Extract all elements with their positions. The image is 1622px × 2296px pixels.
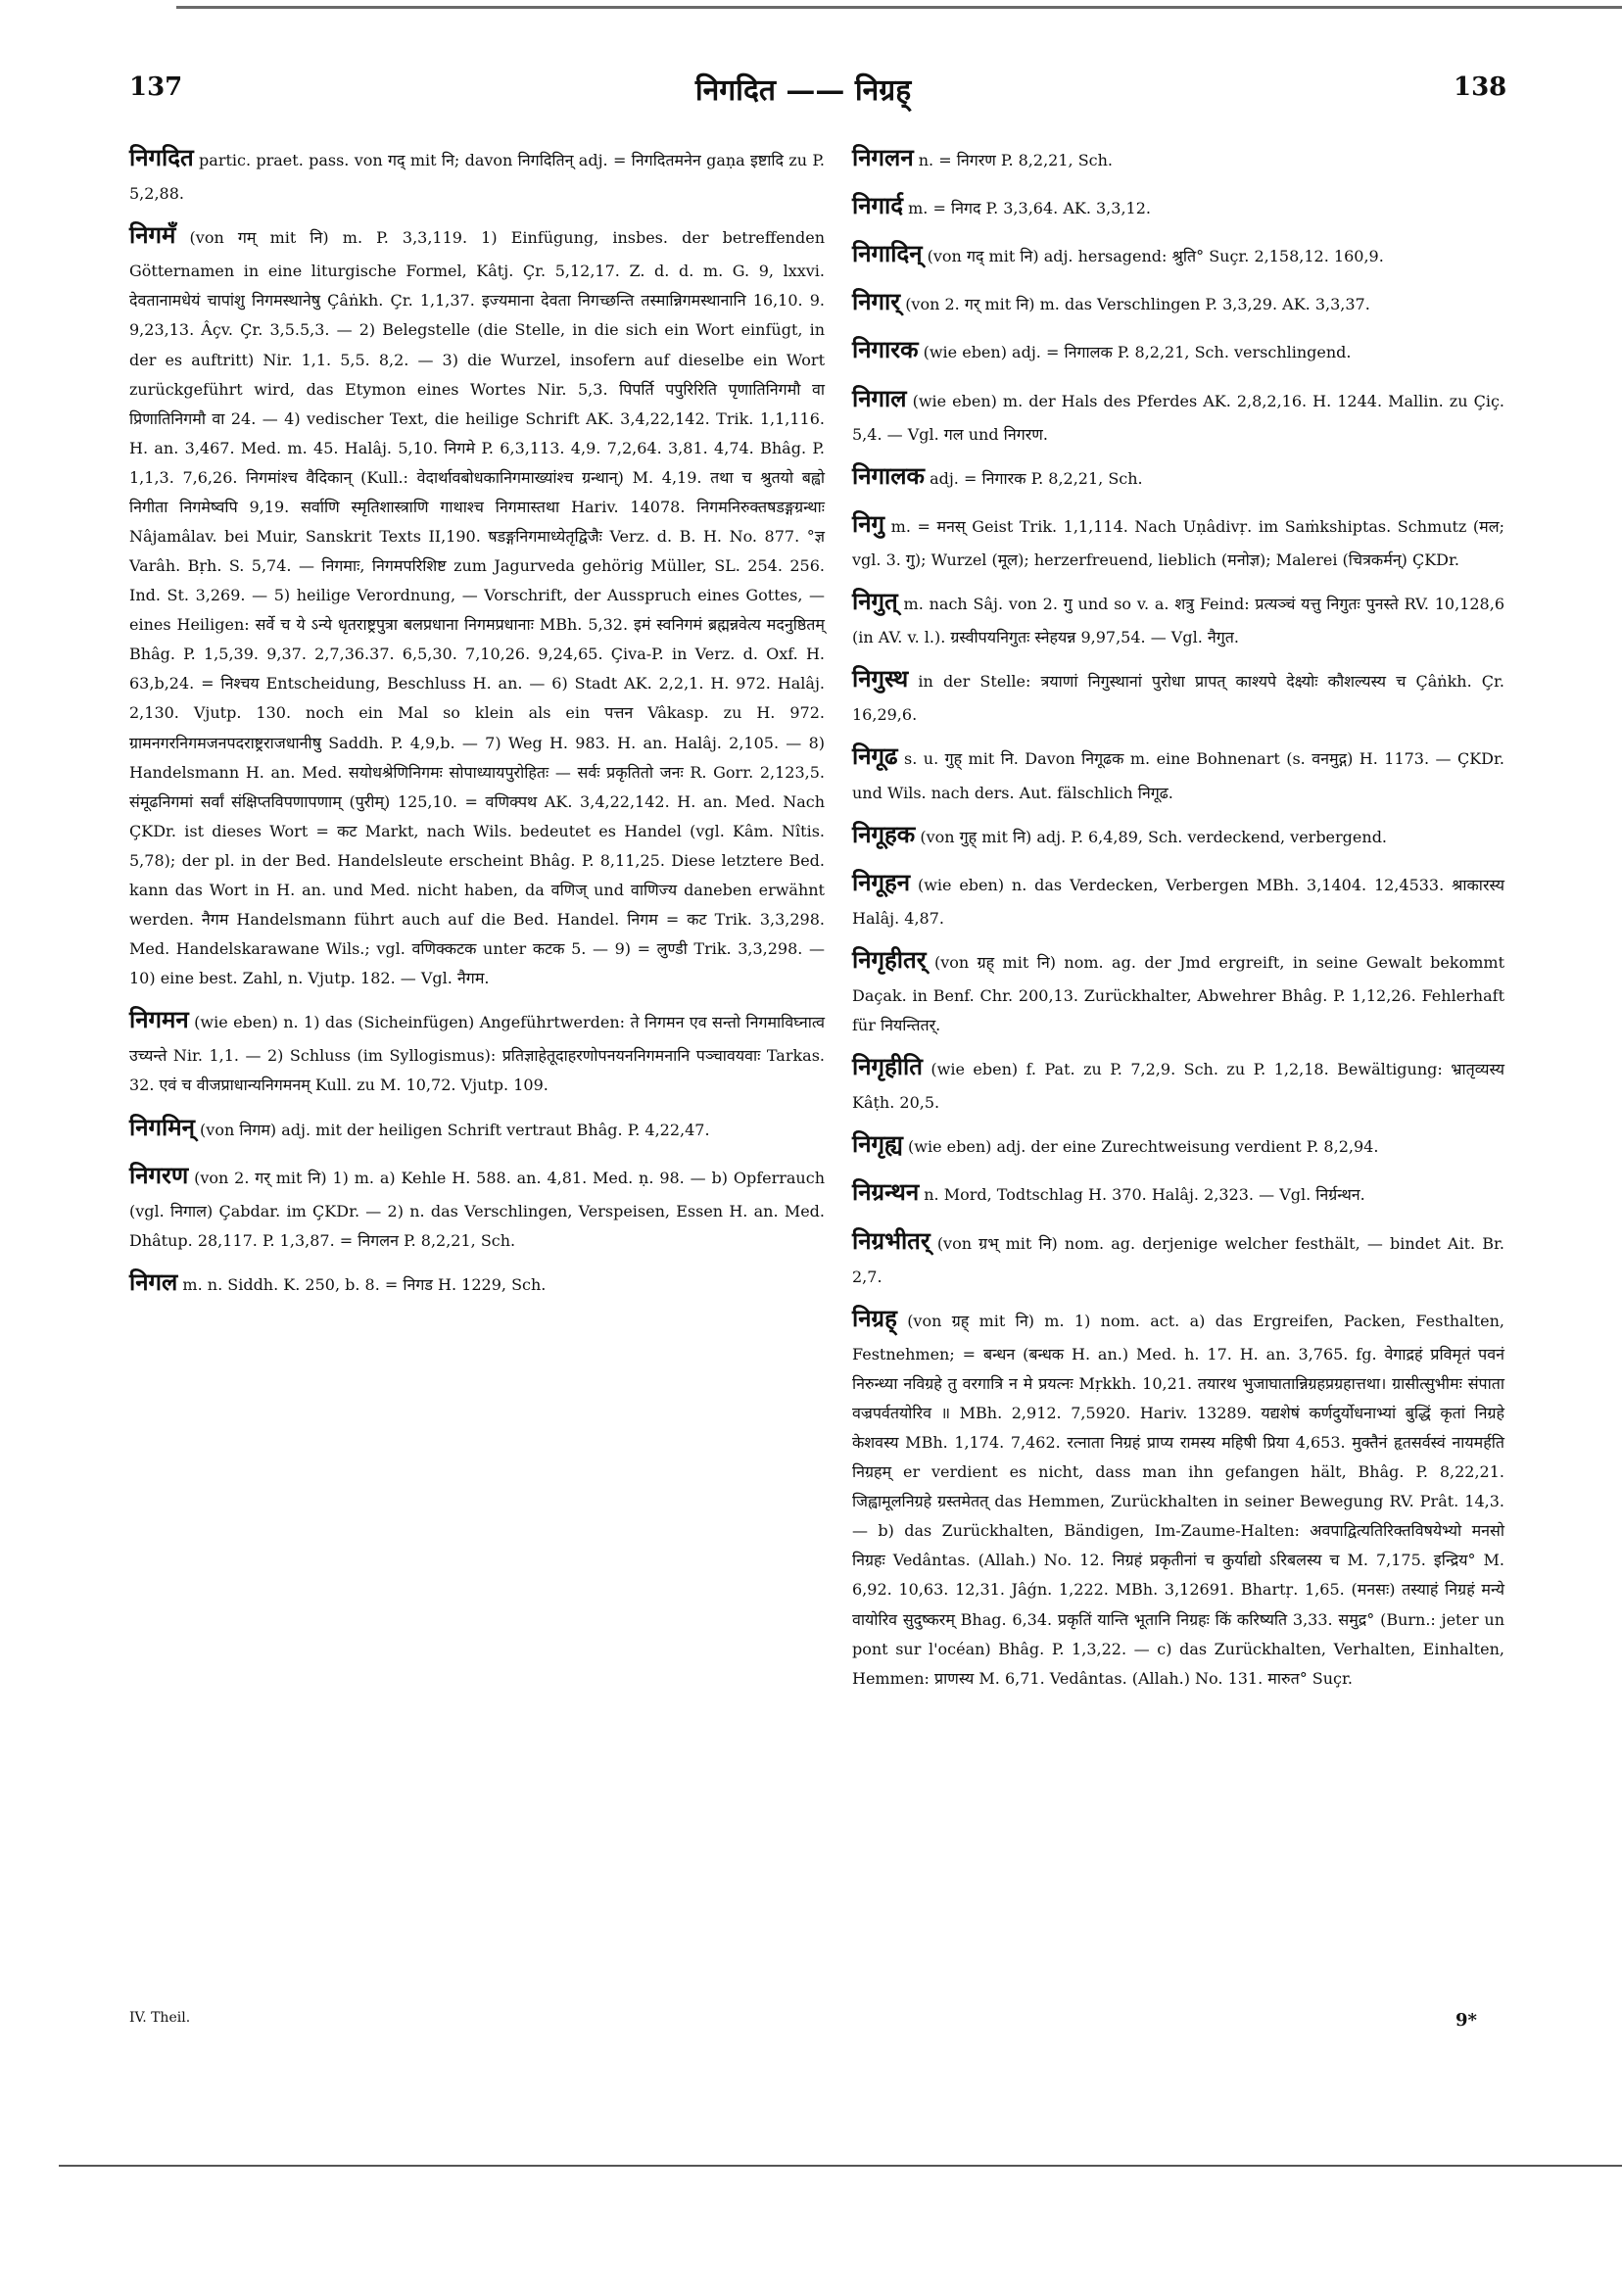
entry-headword: निगारक <box>852 335 919 364</box>
entry-headword: निगादिन् <box>852 239 923 268</box>
dictionary-entry <box>852 656 1504 730</box>
entry-headword: निग्रह् <box>852 1303 897 1332</box>
dictionary-entry <box>852 454 1504 498</box>
entry-headword: निग्रभीतर् <box>852 1225 930 1255</box>
entry-text: (wie eben) n. 1) das (Sicheinfügen) Angeführtwerden: ते निगमन एव सन्तो निगमाविघ्नात्व उच्यन्ते Nir. 1,1. — 2) Schluss (im Syllogismus): प्रतिज्ञाहेतूदाहरणोपनयननिगमनानि पञ्चावयवाः Tarkas. 32. एवं च वीजप्राधान्यनिगमनम् Kull. zu M. 10,72. Vjutp. 109. <box>129 1013 825 1095</box>
top-rule <box>176 6 1622 9</box>
right-column <box>852 135 1504 1698</box>
dictionary-entry <box>852 734 1504 807</box>
entry-headword: निगार् <box>852 287 901 316</box>
footer-mark: 9* <box>1455 2010 1477 2031</box>
entry-headword: निगमन <box>129 1005 189 1034</box>
dictionary-entry <box>852 1044 1504 1118</box>
bottom-rule <box>59 2165 1622 2167</box>
entry-headword: निगु <box>852 508 885 538</box>
signature-mark: IV. Theil. <box>129 2010 191 2026</box>
entry-text: (wie eben) n. das Verdecken, Verbergen MBh. 3,1404. 12,4533. श्राकारस्य Halâj. 4,87. <box>852 875 1504 928</box>
entry-text: (von ग्रह् mit नि) m. 1) nom. act. a) das Ergreifen, Packen, Festhalten, Festnehmen; = बन्धन (बन्धक H. an.) Med. h. 17. H. an. 3,765. fg. वेगाद्रहं प्रविमृतं पवनं निरुन्ध्या नविग्रहे तु वरगात्रि न मे प्रयत्नः Mṛkkh. 10,21. तयारथ भुजाघातान्निग्रहप्रग्रहात्तथा। ग्रासीत्सुभीमः संपाता वज्रपर्वतयोरिव ॥ MBh. 2,912. 7,5920. Hariv. 13289. यद्यशेषं कर्णदुर्योधनाभ्यां बुद्धिं कृतां निग्रहे केशवस्य MBh. 1,174. 7,462. रत्नाता निग्रहं प्राप्य रामस्य महिषी प्रिया 4,653. मुक्तैनं हृतसर्वस्वं नायमर्हति निग्रहम् er verdient es nicht, dass man ihn gefangen hält, Bhâg. P. 8,22,21. जिह्वामूलनिग्रहे ग्रस्तमेतत् das Hemmen, Zurückhalten in seiner Bewegung RV. Prât. 14,3. — b) das Zurückhalten, Bändigen, Im-Zaume-Halten: अवपाद्वित्यतिरिक्तविषयेभ्यो मनसो निग्रहः Vedântas. (Allah.) No. 12. निग्रहं प्रकृतीनां च कुर्याद्यो ऽरिबलस्य च M. 7,175. इन्द्रिय° M. 6,92. 10,63. 12,31. Jâǵn. 1,222. MBh. 3,12691. Bhartṛ. 1,65. (मनसः) तस्याहं निग्रहं मन्ये वायोरिव सुदुष्करम् Bhag. 6,34. प्रकृतिं यान्ति भूतानि निग्रहः किं करिष्यति 3,33. समुद्र° (Burn.: jeter un pont sur l'océan) Bhâg. P. 1,3,22. — c) das Zurückhalten, Verhalten, Einhalten, Hemmen: प्राणस्य M. 6,71. Vedântas. (Allah.) No. 131. मारुत° Suçr. <box>852 1311 1504 1688</box>
entry-headword: निगृह्य <box>852 1129 903 1159</box>
entry-text: (von गुह् mit नि) adj. P. 6,4,89, Sch. verdeckend, verbergend. <box>920 827 1388 846</box>
entry-text: (wie eben) adj. = निगालक P. 8,2,21, Sch. verschlingend. <box>923 343 1352 362</box>
dictionary-entry <box>129 213 825 993</box>
entry-text: (von गम् mit नि) m. P. 3,3,119. 1) Einfügung, insbes. der betreffenden Götternamen in eine liturgische Formel, Kâtj. Çr. 5,12,17. Z. d. d. m. G. 9, lxxvi. देवतानामधेयं चापांशु निगमस्थानेषु Çâṅkh. Çr. 1,1,37. इज्यमाना देवता निगच्छन्ति तस्मान्निगमस्थानानि 16,10. 9. 9,23,13. Âçv. Çr. 3,5.5,3. — 2) Belegstelle (die Stelle, in die sich ein Wort einfügt, in der es auftritt) Nir. 1,1. 5,5. 8,2. — 3) die Wurzel, insofern auf dieselbe ein Wort zurückgeführt wird, das Etymon eines Wortes Nir. 5,3. पिपर्ति पपुरिरिति पृणातिनिगमौ वा प्रिणातिनिगमौ वा 24. — 4) vedischer Text, die heilige Schrift AK. 3,4,22,142. Trik. 1,1,116. H. an. 3,467. Med. m. 45. Halâj. 5,10. निगमे P. 6,3,113. 4,9. 7,2,64. 3,81. 4,74. Bhâg. P. 1,1,3. 7,6,26. निगमांश्च वैदिकान् (Kull.: वेदार्थावबोधकानिगमाख्यांश्च ग्रन्थान्) M. 4,19. तथा च श्रुतयो बह्वो निगीता निगमेष्वपि 9,19. सर्वाणि स्मृतिशास्त्राणि गाथाश्च निगमास्तथा Hariv. 14078. निगमनिरुक्तषडङ्गग्रन्थाः Nâjamâlav. bei Muir, Sanskrit Texts II,190. षडङ्गनिगमाध्येतृद्विजैः Verz. d. B. H. No. 877. °ज्ञ Varâh. Bṛh. S. 5,74. — निगमाः, निगमपरिशिष्ट zum Jagurveda gehörig Müller, SL. 254. 256. Ind. St. 3,269. — 5) heilige Verordnung, — Vorschrift, der Ausspruch eines Gottes, — eines Heiligen: सर्वे च ये ऽन्ये धृतराष्ट्रपुत्रा बलप्रधाना निगमप्रधानाः MBh. 5,32. इमं स्वनिगमं ब्रह्मन्नवेत्य मदनुष्ठितम् Bhâg. P. 1,5,39. 9,37. 2,7,36.37. 6,5,30. 7,10,26. 9,24,65. Çiva-P. in Verz. d. Oxf. H. 63,b,24. = निश्चय Entscheidung, Beschluss H. an. — 6) Stadt AK. 2,2,1. H. 972. Halâj. 2,130. Vjutp. 130. noch ein Mal so klein als ein पत्तन Vâkasp. zu H. 972. ग्रामनगरनिगमजनपदराष्ट्रराजधानीषु Saddh. P. 4,9,b. — 7) Weg H. 983. H. an. Halâj. 2,105. — 8) Handelsmann H. an. Med. सयोधश्रेणिनिगमः सोपाध्यायपुरोहितः — सर्वः प्रकृतितो जनः R. Gorr. 2,123,5. संमूढनिगमां सर्वां संक्षिप्तविपणापणाम् (पुरीम्) 125,10. = वणिक्पथ AK. 3,4,22,142. H. an. Med. Nach ÇKDr. ist dieses Wort = कट Markt, nach Wils. bedeutet es Handel (vgl. Kâm. Nîtis. 5,78); der pl. in der Bed. Handelsleute erscheint Bhâg. P. 8,11,25. Diese letztere Bed. kann das Wort in H. an. und Med. nicht haben, da वणिज् und वाणिज्य daneben erwähnt werden. नैगम Handelsmann führt auch auf die Bed. Handel. निगम = कट Trik. 3,3,298. Med. Handelskarawane Wils.; vgl. वणिक्कटक unter कटक 5. — 9) = लुण्डी Trik. 3,3,298. — 10) eine best. Zahl, n. Vjutp. 182. — Vgl. नैगम. <box>129 228 825 988</box>
entry-headword: निगुस्थ <box>852 664 909 694</box>
page-number-right: 138 <box>1454 72 1507 102</box>
dictionary-entry <box>852 376 1504 450</box>
entry-text: m. = मनस् Geist Trik. 1,1,114. Nach Uṇâdivṛ. im Saṁkshiptas. Schmutz (मल; vgl. 3. गु); Wurzel (मूल); herzerfreuend, lieblich (मनोज्ञ); Malerei (चित्रकर्मन्) ÇKDr. <box>852 516 1504 569</box>
entry-headword: निगुत् <box>852 587 898 616</box>
entry-headword: निगलन <box>852 143 914 171</box>
dictionary-entry <box>129 997 825 1100</box>
dictionary-entry <box>129 135 825 209</box>
entry-text: (von 2. गर् mit नि) m. das Verschlingen P. 3,3,29. AK. 3,3,37. <box>905 295 1370 314</box>
entry-text: (wie eben) f. Pat. zu P. 7,2,9. Sch. zu P. 1,2,18. Bewältigung: भ्रातृव्यस्य Kâṭh. 20,5. <box>852 1060 1504 1113</box>
dictionary-entry <box>852 1170 1504 1214</box>
dictionary-entry <box>852 183 1504 227</box>
dictionary-entry <box>852 1122 1504 1166</box>
entry-headword: निगरण <box>129 1160 189 1189</box>
entry-headword: निगल <box>129 1267 178 1296</box>
entry-headword: निगमँ <box>129 220 176 250</box>
entry-headword: निगूढ <box>852 741 898 771</box>
left-column <box>129 135 825 1308</box>
entry-text: (von 2. गर् mit नि) 1) m. a) Kehle H. 588. an. 4,81. Med. ṇ. 98. — b) Opferrauch (vgl. निगाल) Çabdar. im ÇKDr. — 2) n. das Verschlingen, Verspeisen, Essen H. an. Med. Dhâtup. 28,117. P. 1,3,87. = निगलन P. 8,2,21, Sch. <box>129 1168 825 1250</box>
entry-headword: निगार्द <box>852 191 904 220</box>
entry-text: (von निगम) adj. mit der heiligen Schrift vertraut Bhâg. P. 4,22,47. <box>200 1120 710 1139</box>
entry-headword: निगमिन् <box>129 1112 195 1141</box>
dictionary-entry <box>852 812 1504 856</box>
entry-headword: निगृहीतर् <box>852 944 927 974</box>
entry-headword: निगालक <box>852 460 925 490</box>
entry-headword: निगदित <box>129 143 194 171</box>
dictionary-entry <box>852 1219 1504 1292</box>
dictionary-entry <box>852 135 1504 179</box>
entry-text: (wie eben) m. der Hals des Pferdes AK. 2,8,2,16. H. 1244. Mallin. zu Çiç. 5,4. — Vgl. गल und निगरण. <box>852 391 1504 444</box>
entry-text: in der Stelle: त्रयाणां निगुस्थानां पुरोधा प्रापत् काश्यपे देक्ष्योः कौशल्यस्य च Çâṅkh. Çr. 16,29,6. <box>852 672 1505 725</box>
entry-text: n. Mord, Todtschlag H. 370. Halâj. 2,323. — Vgl. निर्ग्रन्थन. <box>924 1185 1365 1205</box>
entry-text: m. nach Sâj. von 2. गु und so v. a. शत्रु Feind: प्रत्यञ्चं यत्तु निगुतः पुनस्ते RV. 10,128,6 (in AV. v. l.). ग्रस्वीपयनिगुतः स्नेहयन्न 9,97,54. — Vgl. नैगुत. <box>852 595 1504 647</box>
dictionary-entry <box>852 1296 1504 1694</box>
dictionary-entry <box>129 1105 825 1149</box>
dictionary-entry <box>852 579 1504 652</box>
dictionary-entry <box>852 327 1504 371</box>
entry-text: partic. praet. pass. von गद् mit नि; davon निगदितिन् adj. = निगदितमनेन gaṇa इष्टादि zu P. 5,2,88. <box>129 151 825 204</box>
entry-headword: निगूहन <box>852 867 911 896</box>
entry-text: (von ग्रभ् mit नि) nom. ag. derjenige welcher festhält, — bindet Ait. Br. 2,7. <box>852 1233 1504 1286</box>
page-number-left: 137 <box>129 72 183 102</box>
entry-headword: निगूहक <box>852 819 916 848</box>
entry-text: (von गद् mit नि) adj. hersagend: श्रुति° Suçr. 2,158,12. 160,9. <box>927 247 1384 266</box>
dictionary-entry <box>852 860 1504 933</box>
entry-headword: निगाल <box>852 383 907 412</box>
dictionary-entry <box>129 1153 825 1256</box>
dictionary-entry <box>852 937 1504 1040</box>
dictionary-entry <box>852 279 1504 323</box>
entry-text: adj. = निगारक P. 8,2,21, Sch. <box>930 468 1143 488</box>
entry-headword: निग्रन्थन <box>852 1177 920 1207</box>
entry-text: (wie eben) adj. der eine Zurechtweisung verdient P. 8,2,94. <box>908 1137 1379 1157</box>
dictionary-entry <box>129 1260 825 1304</box>
dictionary-entry <box>852 231 1504 275</box>
entry-headword: निगृहीति <box>852 1052 923 1081</box>
entry-text: m. = निगद P. 3,3,64. AK. 3,3,12. <box>908 199 1151 218</box>
entry-text: s. u. गुह् mit नि. Davon निगूढक m. eine Bohnenart (s. वनमुद्ग) H. 1173. — ÇKDr. und Wils. nach ders. Aut. fälschlich निगूढ. <box>852 749 1504 802</box>
entry-text: m. n. Siddh. K. 250, b. 8. = निगड H. 1229, Sch. <box>182 1274 547 1294</box>
dictionary-entry <box>852 502 1504 575</box>
entry-text: n. = निगरण P. 8,2,21, Sch. <box>918 151 1114 169</box>
entry-text: (von ग्रह् mit नि) nom. ag. der Jmd ergreift, in seine Gewalt bekommt Daçak. in Benf. Chr. 200,13. Zurückhalter, Abwehrer Bhâg. P. 1,12,26. Fehlerhaft für नियन्तितर्. <box>852 952 1504 1035</box>
running-head: निगदित —— निग्रह् <box>694 73 912 108</box>
